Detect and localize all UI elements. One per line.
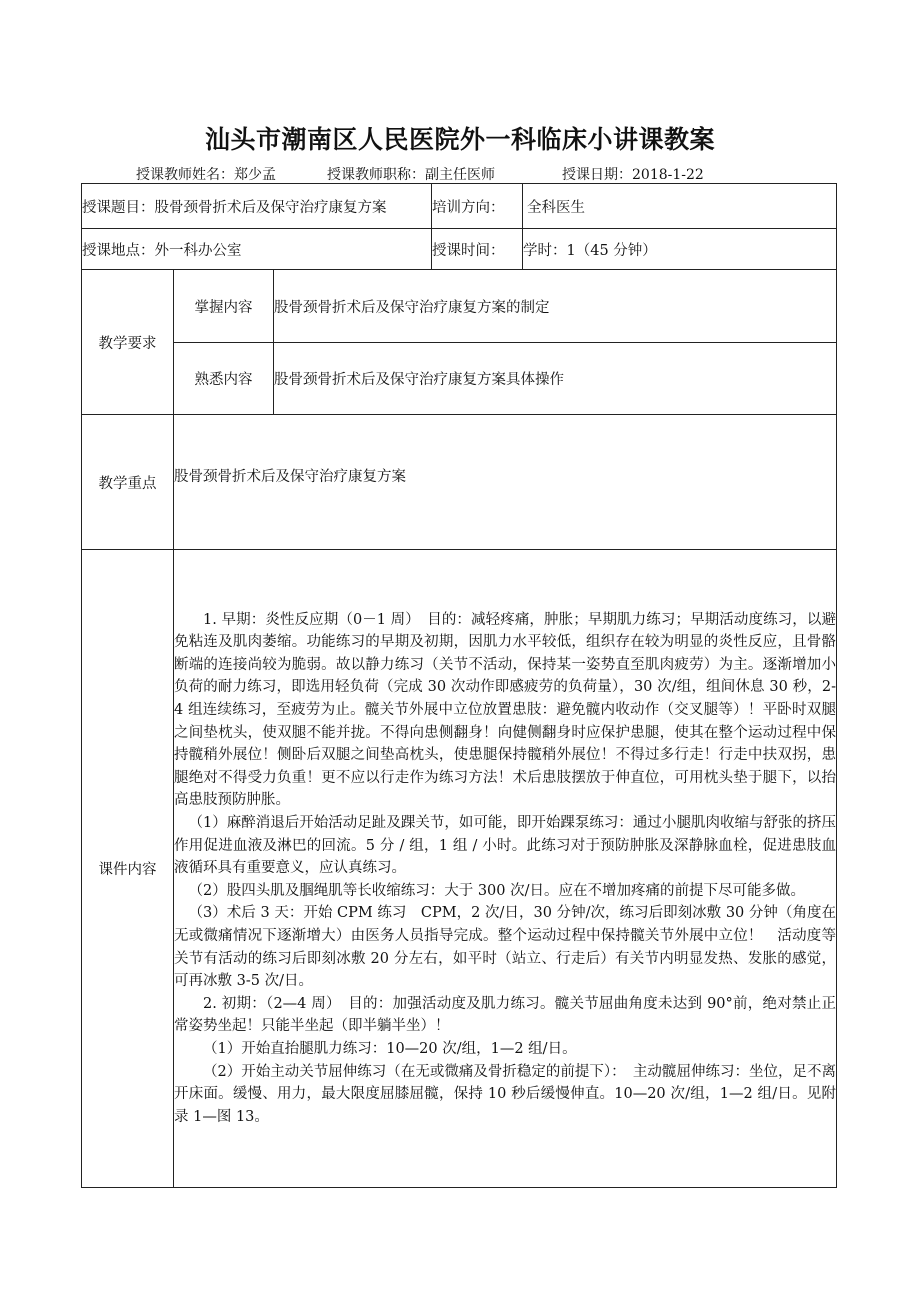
content-label: 课件内容 bbox=[82, 550, 174, 1188]
familiar-label: 熟悉内容 bbox=[174, 343, 274, 415]
master-value: 股骨颈骨折术后及保守治疗康复方案的制定 bbox=[274, 270, 837, 343]
table-row bbox=[82, 415, 837, 550]
location-cell: 授课地点：外一科办公室 bbox=[82, 229, 432, 270]
lecture-date: 授课日期：2018-1-22 bbox=[562, 167, 704, 183]
paragraph-item: （1）开始直抬腿肌力练习：10—20 次/组，1—2 组/日。 bbox=[203, 1040, 577, 1057]
direction-label: 培训方向： bbox=[432, 184, 523, 229]
paragraph-item: （2）股四头肌及腘绳肌等长收缩练习：大于 300 次/日。应在不增加疼痛的前提下尽可能多做。 bbox=[188, 882, 806, 899]
paragraph-item: （3）术后 3 天：开始 CPM 练习 CPM，2 次/日，30 分钟/次，练习后即刻冰敷 30 分钟（角度在无或微痛情况下逐渐增大）由医务人员指导完成。整个运动过程中保持髋关节外展中立位！ 活动度等关节有活动的练习后即刻冰敷 20 分左右，如平时（站立、行走后）有关节内明显发热、发胀的感觉，可再冰敷 3-5 次/日。 bbox=[174, 905, 837, 990]
direction-value: 全科医生 bbox=[523, 184, 837, 229]
master-label: 掌握内容 bbox=[174, 270, 274, 343]
paragraph-item: （2）开始主动关节屈伸练习（在无或微痛及骨折稳定的前提下）： 主动髋屈伸练习：坐位，足不离开床面。缓慢、用力，最大限度屈膝屈髋，保持 10 秒后缓慢伸直。10—20 次/组，1—2 组/日。见附录 1—图 13。 bbox=[174, 1063, 837, 1125]
table-row bbox=[82, 270, 837, 343]
teacher-rank: 授课教师职称：副主任医师 bbox=[327, 167, 495, 183]
content-body bbox=[174, 550, 837, 1188]
requirements-label: 教学要求 bbox=[82, 270, 174, 415]
table-row bbox=[82, 229, 837, 270]
focus-label: 教学重点 bbox=[82, 415, 174, 550]
page-title: 汕头市潮南区人民医院外一科临床小讲课教案 bbox=[204, 125, 715, 154]
time-label: 授课时间： bbox=[432, 229, 523, 270]
paragraph-early: 1. 早期：炎性反应期（0－1 周） 目的：减轻疼痛，肿胀；早期肌力练习；早期活动度练习，以避免粘连及肌肉萎缩。功能练习的早期及初期，因肌力水平较低，组织存在较为明显的炎性反应，且骨骼断端的连接尚较为脆弱。故以静力练习（关节不活动，保持某一姿势直至肌肉疲劳）为主。逐渐增加小负荷的耐力练习，即选用轻负荷（完成 30 次动作即感疲劳的负荷量），30 次/组，组间休息 30 秒，2-4 组连续练习，至疲劳为止。髋关节外展中立位放置患肢：避免髋内收动作（交叉腿等）！平卧时双腿之间垫枕头，使双腿不能并拢。不得向患侧翻身！向健侧翻身时应保护患腿，使其在整个运动过程中保持髋稍外展位！侧卧后双腿之间垫高枕头，使患腿保持髋稍外展位！不得过多行走！行走中扶双拐，患腿绝对不得受力负重！更不应以行走作为练习方法！术后患肢摆放于伸直位，可用枕头垫于腿下，以抬高患肢预防肿胀。 bbox=[174, 611, 837, 809]
time-value: 学时：1（45 分钟） bbox=[523, 229, 837, 270]
paragraph-initial: 2. 初期：（2—4 周） 目的：加强活动度及肌力练习。髋关节屈曲角度未达到 90°前，绝对禁止正常姿势坐起！只能半坐起（即半躺半坐）！ bbox=[174, 995, 837, 1035]
table-row bbox=[82, 184, 837, 229]
familiar-value: 股骨颈骨折术后及保守治疗康复方案具体操作 bbox=[274, 343, 837, 415]
paragraph-item: （1）麻醉消退后开始活动足趾及踝关节，如可能，即开始踝泵练习：通过小腿肌肉收缩与舒张的挤压作用促进血液及淋巴的回流。5 分 / 组，1 组 / 小时。此练习对于预防肿胀及深静脉血栓，促进患肢血液循环具有重要意义，应认真练习。 bbox=[174, 815, 837, 877]
teacher-name: 授课教师姓名：郑少孟 bbox=[136, 167, 276, 183]
table-row bbox=[82, 550, 837, 1188]
focus-value: 股骨颈骨折术后及保守治疗康复方案 bbox=[174, 415, 837, 550]
topic-cell: 授课题目：股骨颈骨折术后及保守治疗康复方案 bbox=[82, 184, 432, 229]
table-row bbox=[82, 343, 837, 415]
lesson-plan-table bbox=[81, 183, 837, 1188]
